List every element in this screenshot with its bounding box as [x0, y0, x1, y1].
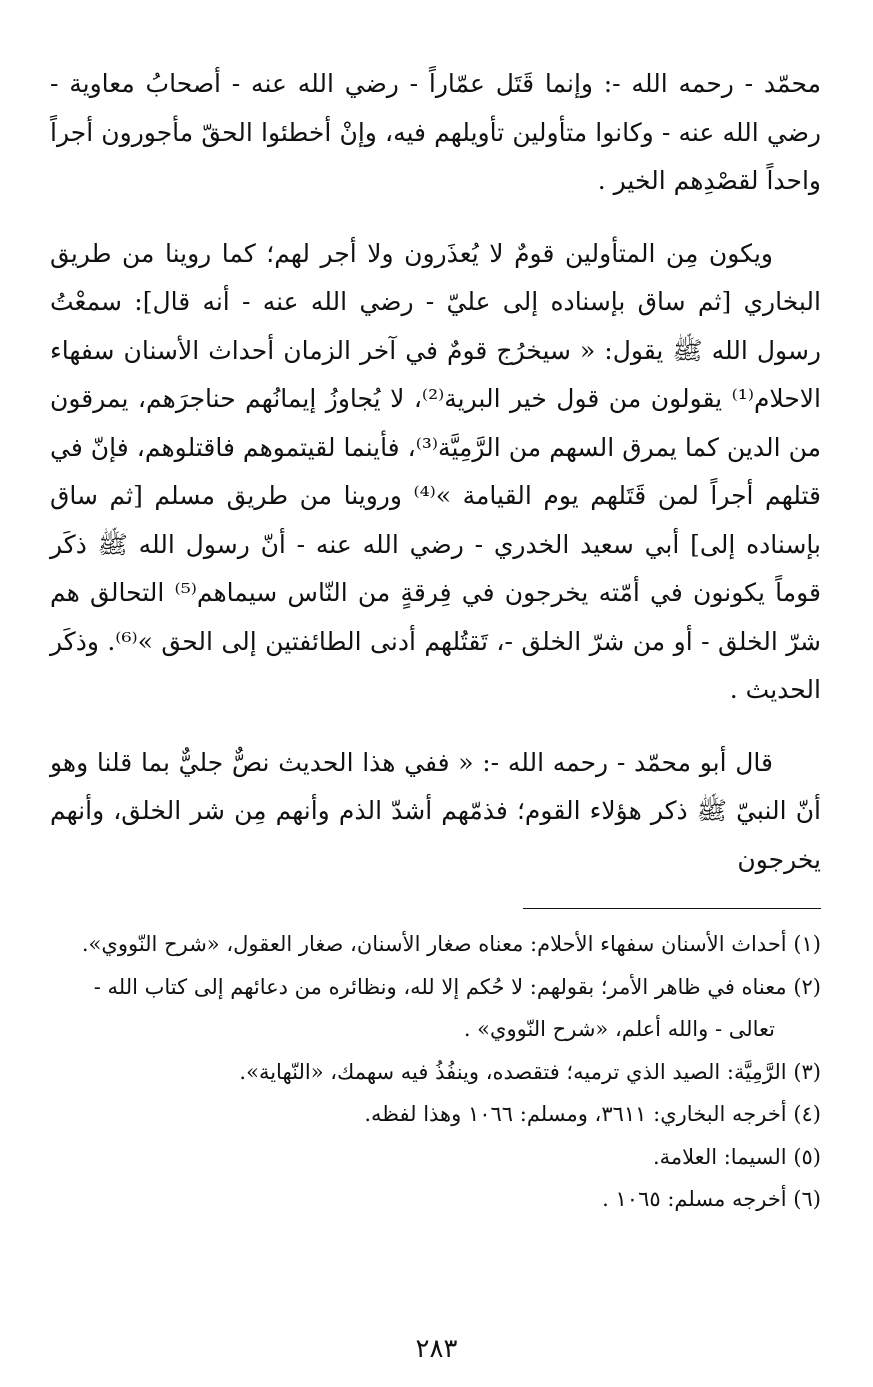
footnote-1: (١) أحداث الأسنان سفهاء الأحلام: معناه صغار الأسنان، صغار العقول، «شرح النّووي». [81, 932, 821, 956]
footnote-3: (٣) الرَّمِيَّة: الصيد الذي ترميه؛ فتقصده، وينفُذُ فيه سهمك، «النّهاية». [239, 1059, 821, 1084]
footnote-4: (٤) أخرجه البخاري: ٣٦١١، ومسلم: ١٠٦٦ وهذا لفظه. [364, 1102, 821, 1126]
footnotes [50, 923, 821, 1221]
footnote-separator [523, 908, 821, 909]
paragraph-1: محمّد - رحمه الله -: وإنما قَتَل عمّاراً - رضي الله عنه - أصحابُ معاوية - رضي الله عنه - وكانوا متأولين تأويلهم فيه، وإنْ أخطئوا الحقّ مأجورون أجراً واحداً لقصْدِهم الخير . [50, 69, 821, 195]
paragraph-3: قال أبو محمّد - رحمه الله -: « ففي هذا الحديث نصٌّ جليٌّ بما قلنا وهو أنّ النبيّ ﷺ ذكر هؤلاء القوم؛ فذمّهم أشدّ الذم وأنهم مِن شر الخلق، وأنهم يخرجون [50, 747, 821, 874]
footnote-2: (٢) معناه في ظاهر الأمر؛ بقولهم: لا حُكم إلا لله، ونظائره من دعائهم إلى كتاب الله - تعالى - والله أعلم، «شرح النّووي» . [93, 974, 821, 1041]
page-number: ٢٨٣ [415, 1334, 458, 1364]
footnote-5: (٥) السيما: العلامة. [652, 1144, 821, 1169]
paragraph-2: ويكون مِن المتأولين قومٌ لا يُعذَرون ولا أجر لهم؛ كما روينا من طريق البخاري [ثم ساق بإسناده إلى عليّ - رضي الله عنه - أنه قال]: سمعْتُ رسول الله ﷺ يقول: « سيخرُج قومٌ في آخر الزمان أحداث الأسنان سفهاء الاحلام⁽¹⁾ يقولون من قول خير البرية⁽²⁾، لا يُجاوزُ إيمانُهم حناجرَهم، يمرقون من الدين كما يمرق السهم من الرَّمِيَّة⁽³⁾، فأينما لقيتموهم فاقتلوهم، فإنّ في قتلهم أجراً لمن قَتَلهم يوم القيامة »⁽⁴⁾ وروينا من طريق مسلم [ثم ساق بإسناده إلى] أبي سعيد الخدري - رضي الله عنه - أنّ رسول الله ﷺ ذكَر قوماً يكونون في أمّته يخرجون في فِرقةٍ من النّاس سيماهم⁽⁵⁾ التحالق هم شرّ الخلق - أو من شرّ الخلق -، تَقتُلهم أدنى الطائفتين إلى الحق »⁽⁶⁾. وذكَر الحديث . [50, 238, 822, 704]
footnote-6: (٦) أخرجه مسلم: ١٠٦٥ . [602, 1187, 821, 1211]
